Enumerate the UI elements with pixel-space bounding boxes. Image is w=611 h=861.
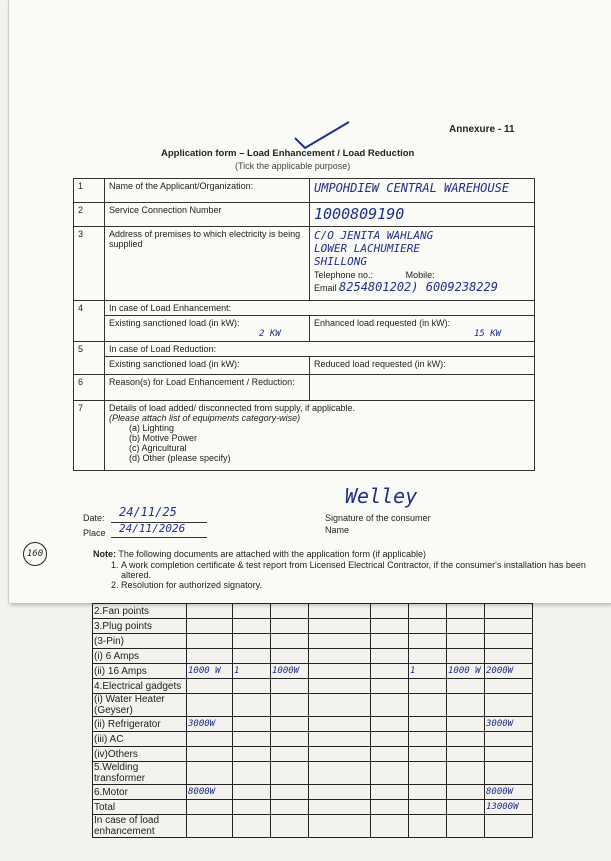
row-label: (3-Pin) [93,634,187,649]
date-label: Date: [83,513,105,523]
table-cell [233,694,271,717]
table-row [93,747,533,762]
row-label: (iii) AC [93,732,187,747]
table-cell [233,717,271,732]
existing-load-label: Existing sanctioned load (in kW): [105,357,310,375]
form-title: Application form – Load Enhancement / Load Reduction [161,148,415,159]
table-cell [271,785,309,800]
table-cell [233,785,271,800]
mobile-label: Mobile: [405,270,435,280]
table-cell: 8000W [485,785,533,800]
table-cell [233,604,271,619]
table-cell [271,800,309,815]
table-cell [485,732,533,747]
table-cell [309,604,371,619]
address-line: C/O JENITA WAHLANG [314,229,434,242]
table-cell [447,762,485,785]
table-cell [409,717,447,732]
table-cell [309,747,371,762]
table-cell [187,747,233,762]
category-item: (d) Other (please specify) [129,453,231,463]
table-cell [485,634,533,649]
enhanced-load-label: Enhanced load requested (in kW): [314,318,451,328]
table-cell [187,604,233,619]
table-cell [309,717,371,732]
place-value: 24/11/2026 [119,522,186,535]
table-cell [309,664,371,679]
table-row [93,762,533,785]
table-cell [371,619,409,634]
table-cell [187,649,233,664]
mobile-value: 8254801202) 6009238229 [339,280,498,294]
table-cell: 1000 W [447,664,485,679]
table-cell [233,634,271,649]
table-cell [309,634,371,649]
form-subtitle: (Tick the applicable purpose) [235,161,351,171]
table-cell [187,800,233,815]
table-cell [447,604,485,619]
table-cell [233,619,271,634]
table-cell: 1000W [271,664,309,679]
table-cell [187,732,233,747]
table-cell [409,634,447,649]
note-section [93,549,611,590]
equipment-table [92,603,533,838]
table-cell [271,732,309,747]
date-value: 24/11/25 [119,505,177,519]
table-cell [187,634,233,649]
table-cell [233,747,271,762]
table-cell [371,785,409,800]
table-cell [187,694,233,717]
table-cell [371,694,409,717]
table-cell [409,619,447,634]
table-cell [271,634,309,649]
table-row [93,649,533,664]
table-cell [371,679,409,694]
table-cell [271,619,309,634]
row-label: 3.Plug points [93,619,187,634]
category-item: (b) Motive Power [129,433,198,443]
table-cell: 3000W [187,717,233,732]
table-cell: 1 [233,664,271,679]
row-number: 2 [74,203,105,227]
place-label: Place [83,528,106,538]
table-cell [271,815,309,838]
table-cell [309,649,371,664]
table-row [93,634,533,649]
table-cell [271,604,309,619]
table-cell: 3000W [485,717,533,732]
table-cell [409,800,447,815]
table-cell [409,785,447,800]
table-cell [309,619,371,634]
table-cell [233,815,271,838]
table-cell [371,800,409,815]
note-item: 2. Resolution for authorized signatory. [121,580,611,590]
table-cell [485,604,533,619]
table-row [93,732,533,747]
table-cell: 13000W [485,800,533,815]
place-underline [111,537,207,538]
telephone-label: Telephone no.: [314,270,374,280]
service-connection-value: 1000809190 [314,205,405,223]
table-cell [447,800,485,815]
table-cell [187,619,233,634]
row-number: 6 [74,375,105,401]
table-cell [485,694,533,717]
table-cell [271,679,309,694]
table-cell [447,679,485,694]
table-cell [309,694,371,717]
table-cell [409,694,447,717]
table-row [93,694,533,717]
note-text: The following documents are attached with the application form (if applicable) [118,549,427,559]
table-cell [485,649,533,664]
table-cell [371,815,409,838]
table-cell [233,800,271,815]
table-cell [271,649,309,664]
annexure-label: Annexure - 11 [449,124,515,135]
page-number-mark: 160 [23,542,47,566]
table-cell [447,717,485,732]
table-cell [271,694,309,717]
table-cell [447,815,485,838]
details-note: (Please attach list of equipments category-wise) [109,413,301,423]
enhanced-load-value: 15 KW [474,329,502,339]
table-cell [409,604,447,619]
table-cell [409,649,447,664]
details-label: Details of load added/ disconnected from supply, if applicable. [109,403,355,413]
table-row [93,800,533,815]
table-cell [371,664,409,679]
row-number: 7 [74,401,105,471]
table-cell [409,815,447,838]
row-number: 5 [74,342,105,375]
signature-label: Signature of the consumer [325,513,431,523]
row-label: (i) 6 Amps [93,649,187,664]
table-row [93,815,533,838]
row-label: 2.Fan points [93,604,187,619]
table-cell [271,747,309,762]
consumer-signature: Welley [345,484,418,508]
table-cell [409,762,447,785]
table-cell [485,815,533,838]
row-label: In case of load enhancement [93,815,187,838]
table-cell [409,732,447,747]
table-cell [309,679,371,694]
table-cell [309,785,371,800]
table-cell [485,747,533,762]
category-item: (a) Lighting [129,423,175,433]
table-cell [233,762,271,785]
reduction-label: In case of Load Reduction: [105,342,535,357]
table-cell [447,694,485,717]
table-cell [371,649,409,664]
table-cell [371,762,409,785]
table-cell [447,747,485,762]
table-cell [447,785,485,800]
row-label: Total [93,800,187,815]
table-row [93,664,533,679]
address-label: Address of premises to which electricity is being supplied [105,227,310,301]
table-cell [485,762,533,785]
row-label: 4.Electrical gadgets [93,679,187,694]
table-cell: 2000W [485,664,533,679]
table-cell [233,732,271,747]
category-item: (c) Agricultural [129,443,187,453]
table-cell [187,762,233,785]
tick-mark-icon [291,118,353,154]
address-line: LOWER LACHUMIERE [314,242,420,255]
applicant-label: Name of the Applicant/Organization: [105,179,310,203]
table-cell [271,717,309,732]
address-line: SHILLONG [314,255,367,268]
table-cell [447,649,485,664]
row-number: 3 [74,227,105,301]
table-cell: 1000 W [187,664,233,679]
table-row [93,679,533,694]
table-cell [187,815,233,838]
row-label: (ii) Refrigerator [93,717,187,732]
existing-load-label: Existing sanctioned load (in kW): [109,318,240,328]
note-item: 1. A work completion certificate & test report from Licensed Electrical Contractor, if the consumer's installation has been altered. [121,560,611,580]
table-cell [309,732,371,747]
table-cell [309,762,371,785]
note-label: Note: [93,549,116,559]
table-cell [447,634,485,649]
row-label: (ii) 16 Amps [93,664,187,679]
table-cell [233,649,271,664]
table-cell [371,634,409,649]
table-cell [409,679,447,694]
table-cell [187,679,233,694]
table-cell [233,679,271,694]
email-label: Email [314,283,337,293]
row-label: (i) Water Heater (Geyser) [93,694,187,717]
application-sheet [8,0,611,603]
table-cell [309,815,371,838]
table-row [93,785,533,800]
name-label: Name [325,525,350,535]
enhancement-label: In case of Load Enhancement: [105,301,535,316]
table-cell [371,604,409,619]
table-row [93,717,533,732]
table-cell [271,762,309,785]
table-row [93,619,533,634]
row-label: (iv)Others [93,747,187,762]
table-cell [485,619,533,634]
service-connection-label: Service Connection Number [105,203,310,227]
existing-load-value: 2 KW [259,329,281,339]
table-cell [409,747,447,762]
applicant-value: UMPOHDIEW CENTRAL WAREHOUSE [314,181,510,195]
row-number: 4 [74,301,105,342]
table-cell [371,717,409,732]
application-form-table [73,178,535,471]
table-cell [371,747,409,762]
table-cell [447,619,485,634]
table-cell [447,732,485,747]
table-cell [309,800,371,815]
table-cell: 8000W [187,785,233,800]
table-cell [371,732,409,747]
reduced-load-label: Reduced load requested (in kW): [310,357,535,375]
row-label: 6.Motor [93,785,187,800]
row-label: 5.Welding transformer [93,762,187,785]
table-row [93,604,533,619]
reason-label: Reason(s) for Load Enhancement / Reduction: [105,375,310,401]
row-number: 1 [74,179,105,203]
table-cell [485,679,533,694]
table-cell: 1 [409,664,447,679]
